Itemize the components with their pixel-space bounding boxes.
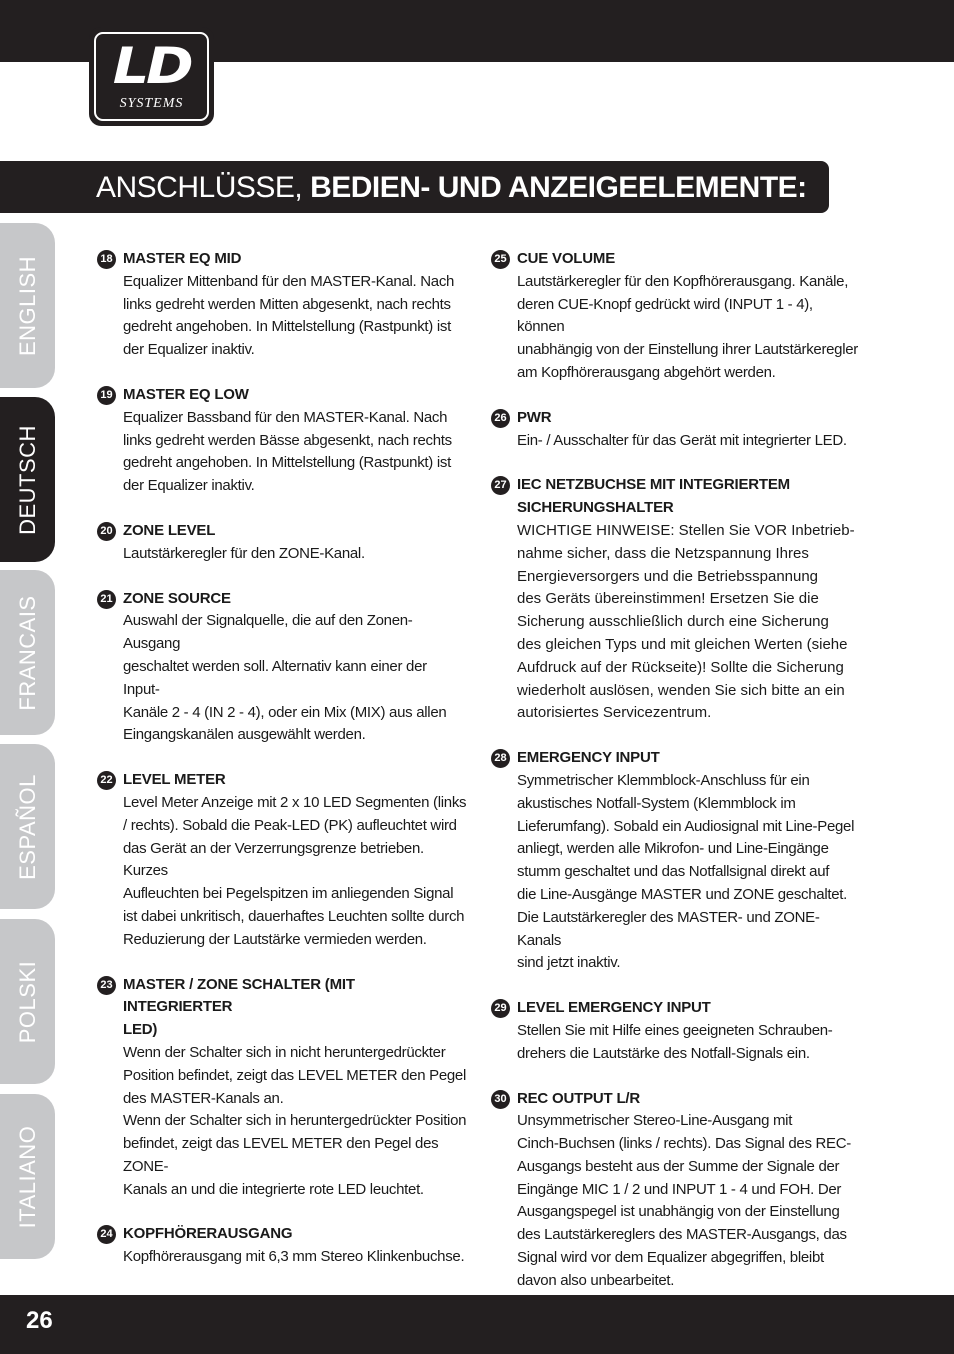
language-tab-label: ESPAÑOL — [14, 773, 40, 880]
item-number-badge: 27 — [491, 476, 510, 495]
list-item — [97, 974, 467, 1202]
list-item — [491, 1088, 861, 1293]
item-number-badge: 25 — [491, 250, 510, 269]
language-tab-label: ITALIANO — [14, 1125, 40, 1228]
list-item — [491, 747, 861, 975]
item-description: Symmetrischer Klemmblock-Anschluss für ein akustisches Notfall-System (Klemmblock im Lieferumfang). Sobald ein Audiosignal mit Line-Pegel anliegt, werden alle Mikrofon- und Line-Eingänge stumm geschaltet und das Notfallsignal direkt auf die Line-Ausgänge MASTER und ZONE geschaltet. Die Lautstärkeregler des MASTER- und ZONE-Kanals sind jetzt inaktiv. — [517, 771, 855, 972]
language-tab-deutsch[interactable] — [0, 397, 55, 562]
item-title: ZONE SOURCE — [123, 589, 231, 607]
list-item — [97, 769, 467, 951]
list-item — [491, 474, 861, 725]
list-item — [97, 588, 467, 748]
right-column — [491, 248, 861, 1293]
item-number-badge: 26 — [491, 409, 510, 428]
item-number-badge: 23 — [97, 976, 116, 995]
item-title: REC OUTPUT L/R — [517, 1089, 641, 1107]
list-item — [97, 248, 467, 362]
bottom-bar — [0, 1295, 954, 1354]
item-description: Lautstärkeregler für den ZONE-Kanal. — [123, 544, 365, 562]
list-item — [491, 407, 861, 453]
list-item — [491, 248, 861, 385]
language-tab-label: ENGLISH — [14, 255, 40, 356]
page-title-light: ANSCHLÜSSE, — [96, 171, 311, 204]
item-description: Level Meter Anzeige mit 2 x 10 LED Segmenten (links / rechts). Sobald die Peak-LED (PK) aufleuchtet wird das Gerät an der Verzerrungsgrenze betrieben. Kurzes Aufleuchten bei Pegelspitzen im anliegenden Signal ist dabei unkritisch, dauerhaftes Leuchten sollte durch Reduzierung der Lautstärke vermieden werden. — [123, 793, 467, 948]
item-title: LEVEL METER — [123, 771, 226, 789]
item-title: MASTER / ZONE SCHALTER (MIT INTEGRIERTER LED) — [123, 975, 355, 1039]
language-tab-italiano[interactable] — [0, 1094, 55, 1259]
item-description: Equalizer Mittenband für den MASTER-Kanal. Nach links gedreht werden Mitten abgesenkt, nach rechts gedreht angehoben. In Mittelstellung (Rastpunkt) ist der Equalizer inaktiv. — [123, 272, 455, 359]
item-title: PWR — [517, 408, 552, 426]
language-tab-label: FRANCAIS — [14, 594, 40, 711]
ld-systems-logo — [89, 27, 214, 126]
page-number: 26 — [26, 1307, 53, 1334]
item-description: Wenn der Schalter sich in nicht heruntergedrückter Position befindet, zeigt das LEVEL METER den Pegel des MASTER-Kanals an. Wenn der Schalter sich in heruntergedrückter Position befindet, zeigt das LEVEL METER den Pegel des ZONE- Kanals an und die integrierte rote LED leuchtet. — [123, 1043, 467, 1198]
item-title: LEVEL EMERGENCY INPUT — [517, 999, 711, 1017]
item-number-badge: 21 — [97, 590, 116, 609]
list-item — [97, 384, 467, 498]
logo-subtitle: SYSTEMS — [119, 96, 184, 111]
item-number-badge: 18 — [97, 250, 116, 269]
item-description: Lautstärkeregler für den Kopfhörerausgang. Kanäle, deren CUE-Knopf gedrückt wird (INPUT 1 - 4), können unabhängig von der Einstellung ihrer Lautstärkeregler am Kopfhörerausgang abgehört werden. — [517, 272, 858, 381]
list-item — [97, 520, 467, 566]
item-title: IEC NETZBUCHSE MIT INTEGRIERTEM SICHERUNGSHALTER — [517, 476, 790, 517]
item-description: Auswahl der Signalquelle, die auf den Zonen-Ausgang geschaltet werden soll. Alternativ kann einer der Input- Kanäle 2 - 4 (IN 2 - 4), oder ein Mix (MIX) aus allen Eingangskanälen ausgewählt werden. — [123, 612, 447, 744]
page-title — [96, 170, 807, 206]
language-tab-label: POLSKI — [14, 960, 40, 1043]
item-description: Equalizer Bassband für den MASTER-Kanal. Nach links gedreht werden Bässe abgesenkt, nach rechts gedreht angehoben. In Mittelstellung (Rastpunkt) ist der Equalizer inaktiv. — [123, 408, 452, 495]
item-number-badge: 22 — [97, 771, 116, 790]
page-title-bold: BEDIEN- UND ANZEIGEELEMENTE: — [310, 171, 807, 204]
item-number-badge: 19 — [97, 386, 116, 405]
language-tab-polski[interactable] — [0, 919, 55, 1084]
logo-mark: LD — [112, 37, 191, 95]
item-title: CUE VOLUME — [517, 250, 616, 267]
item-title: MASTER EQ MID — [123, 250, 242, 267]
item-title: KOPFHÖRERAUSGANG — [123, 1225, 293, 1243]
language-tab-label: DEUTSCH — [14, 424, 40, 535]
item-description: Kopfhörerausgang mit 6,3 mm Stereo Klinkenbuchse. — [123, 1248, 465, 1266]
left-column — [97, 248, 467, 1269]
list-item — [97, 1223, 467, 1269]
list-item — [491, 997, 861, 1065]
item-title: ZONE LEVEL — [123, 521, 216, 539]
item-description: Ein- / Ausschalter für das Gerät mit integrierter LED. — [517, 431, 847, 449]
item-number-badge: 29 — [491, 999, 510, 1018]
item-description: WICHTIGE HINWEISE: Stellen Sie VOR Inbetrieb- nahme sicher, dass die Netzspannung Ihres Energieversorgers und die Betriebsspannung des Geräts übereinstimmen! Ersetzen Sie die Sicherung ausschließlich durch eine Sicherung des gleichen Typs und mit gleichen Werten (siehe Aufdruck auf der Rückseite)! Sollte die Sicherung wiederholt auslösen, wenden Sie sich bitte an ein autorisiertes Servicezentrum. — [517, 521, 855, 722]
language-tab-espanol[interactable] — [0, 744, 55, 909]
section-title-bar — [0, 161, 829, 213]
item-number-badge: 24 — [97, 1225, 116, 1244]
language-tab-francais[interactable] — [0, 570, 55, 735]
logo-frame — [94, 32, 209, 121]
item-number-badge: 20 — [97, 522, 116, 541]
item-description: Unsymmetrischer Stereo-Line-Ausgang mit Cinch-Buchsen (links / rechts). Das Signal des REC- Ausgangs besteht aus der Summe der Signale der Eingänge MIC 1 / 2 und INPUT 1 - 4 und FOH. Der Ausgangspegel ist unabhängig von der Einstellung des Lautstärkereglers des MASTER-Ausgangs, das Signal wird vor dem Equalizer abgegriffen, bleibt davon also unbearbeitet. — [517, 1112, 851, 1289]
item-number-badge: 28 — [491, 749, 510, 768]
item-description: Stellen Sie mit Hilfe eines geeigneten Schrauben- drehers die Lautstärke des Notfall-Signals ein. — [517, 1021, 833, 1062]
item-title: MASTER EQ LOW — [123, 385, 249, 403]
item-number-badge: 30 — [491, 1090, 510, 1109]
item-title: EMERGENCY INPUT — [517, 749, 660, 767]
language-tab-english[interactable] — [0, 223, 55, 388]
